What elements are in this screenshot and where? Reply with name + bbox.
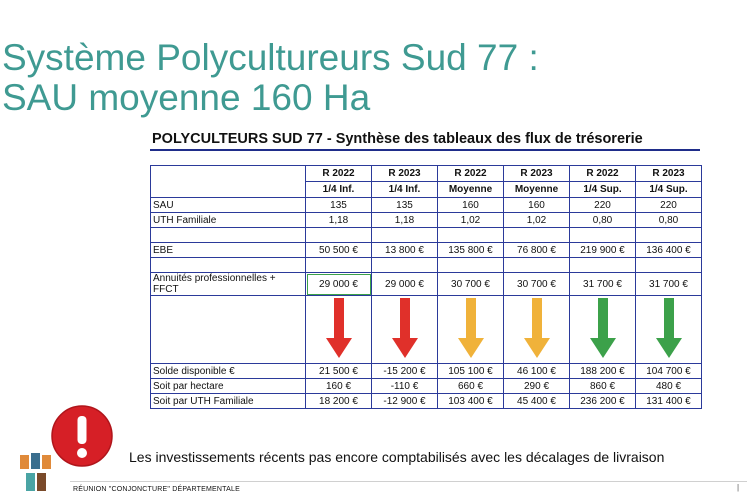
table-cell: 220 (570, 198, 636, 213)
row-label: Solde disponible € (151, 364, 306, 379)
table-cell: 1,18 (306, 213, 372, 228)
table-cell: 131 400 € (636, 394, 702, 409)
header-cell: R 2023 (636, 166, 702, 182)
table-cell: 160 (438, 198, 504, 213)
footer-text: RÉUNION "CONJONCTURE" DÉPARTEMENTALE (73, 486, 240, 493)
footnote-text: Les investissements récents pas encore comptabilisés avec les décalages de livraison (129, 449, 665, 465)
table-row-annuites (151, 273, 702, 296)
empty-cell (151, 228, 306, 243)
table-cell: 18 200 € (306, 394, 372, 409)
table-row-solde (151, 364, 702, 379)
empty-cell (636, 228, 702, 243)
row-label: UTH Familiale (151, 213, 306, 228)
cash-flow-table (150, 165, 702, 409)
table-cell: 0,80 (570, 213, 636, 228)
header-cell: 1/4 Inf. (306, 182, 372, 198)
table-cell: 480 € (636, 379, 702, 394)
table-cell: 46 100 € (504, 364, 570, 379)
table-cell: 660 € (438, 379, 504, 394)
empty-cell (570, 258, 636, 273)
header-cell: 1/4 Inf. (372, 182, 438, 198)
empty-cell (570, 228, 636, 243)
header-row (151, 166, 702, 182)
table-cell: 31 700 € (570, 273, 636, 296)
table-cell: 13 800 € (372, 243, 438, 258)
empty-cell (504, 258, 570, 273)
warning-icon (50, 404, 114, 468)
table-cell: 30 700 € (504, 273, 570, 296)
arrow-cell (306, 296, 372, 364)
down-arrow-red-icon (324, 296, 354, 360)
header-cell: R 2023 (372, 166, 438, 182)
empty-cell (438, 258, 504, 273)
table-cell: 290 € (504, 379, 570, 394)
empty-cell (372, 258, 438, 273)
table-cell: 135 800 € (438, 243, 504, 258)
header-cell: Moyenne (504, 182, 570, 198)
table-cell: -15 200 € (372, 364, 438, 379)
arrow-cell (438, 296, 504, 364)
arrow-row (151, 296, 702, 364)
arrow-cell (570, 296, 636, 364)
table-row-hectare (151, 379, 702, 394)
table-cell: 45 400 € (504, 394, 570, 409)
table-cell: 50 500 € (306, 243, 372, 258)
header-cell: R 2023 (504, 166, 570, 182)
header-cell: R 2022 (306, 166, 372, 182)
table-cell: 220 (636, 198, 702, 213)
down-arrow-red-icon (390, 296, 420, 360)
table-cell: 219 900 € (570, 243, 636, 258)
empty-cell (372, 228, 438, 243)
table-cell: 76 800 € (504, 243, 570, 258)
table-subtitle: POLYCULTEURS SUD 77 - Synthèse des tableaux des flux de trésorerie (152, 131, 643, 147)
table-cell: 31 700 € (636, 273, 702, 296)
arrow-cell (636, 296, 702, 364)
header-cell: R 2022 (570, 166, 636, 182)
row-label: SAU (151, 198, 306, 213)
table-cell: 30 700 € (438, 273, 504, 296)
down-arrow-green-icon (654, 296, 684, 360)
arrow-cell (372, 296, 438, 364)
table-cell: 105 100 € (438, 364, 504, 379)
down-arrow-green-icon (588, 296, 618, 360)
header-cell: 1/4 Sup. (636, 182, 702, 198)
row-label: EBE (151, 243, 306, 258)
spacer-row (151, 258, 702, 273)
table-cell: 135 (372, 198, 438, 213)
empty-cell (306, 228, 372, 243)
table-cell: -110 € (372, 379, 438, 394)
header-cell: Moyenne (438, 182, 504, 198)
down-arrow-yellow-icon (456, 296, 486, 360)
subtitle-underline (150, 149, 700, 151)
empty-cell (636, 258, 702, 273)
page-marker: | (737, 483, 740, 492)
table-cell: 104 700 € (636, 364, 702, 379)
spacer-row (151, 228, 702, 243)
table-cell: 160 (504, 198, 570, 213)
empty-cell (504, 228, 570, 243)
empty-cell (151, 258, 306, 273)
table-cell: 1,18 (372, 213, 438, 228)
table-row-ebe (151, 243, 702, 258)
table-cell: 160 € (306, 379, 372, 394)
table-cell: 136 400 € (636, 243, 702, 258)
arrow-cell (504, 296, 570, 364)
table-cell: 103 400 € (438, 394, 504, 409)
empty-cell (438, 228, 504, 243)
footer-divider (70, 481, 747, 482)
title-line-2: SAU moyenne 160 Ha (2, 77, 371, 118)
table-cell: 860 € (570, 379, 636, 394)
row-label: Soit par UTH Familiale (151, 394, 306, 409)
header-empty-cell (151, 166, 306, 198)
table-cell: 188 200 € (570, 364, 636, 379)
table-cell: 29 000 € (372, 273, 438, 296)
down-arrow-yellow-icon (522, 296, 552, 360)
table-cell: 21 500 € (306, 364, 372, 379)
empty-cell (306, 258, 372, 273)
table-row-uth-value (151, 394, 702, 409)
table-row-uth (151, 213, 702, 228)
table-cell: 29 000 € (306, 273, 372, 296)
table-cell: 1,02 (504, 213, 570, 228)
row-label: Annuités professionnelles + FFCT (151, 273, 306, 296)
title-line-1: Système Polycultureurs Sud 77 : (2, 37, 539, 78)
logo-icon (20, 453, 54, 493)
table-cell: 236 200 € (570, 394, 636, 409)
header-cell: 1/4 Sup. (570, 182, 636, 198)
empty-cell (151, 296, 306, 364)
table-cell: 135 (306, 198, 372, 213)
table-cell: -12 900 € (372, 394, 438, 409)
table-cell: 0,80 (636, 213, 702, 228)
slide-title (2, 38, 539, 118)
table-row-sau (151, 198, 702, 213)
row-label: Soit par hectare (151, 379, 306, 394)
header-cell: R 2022 (438, 166, 504, 182)
table-cell: 1,02 (438, 213, 504, 228)
